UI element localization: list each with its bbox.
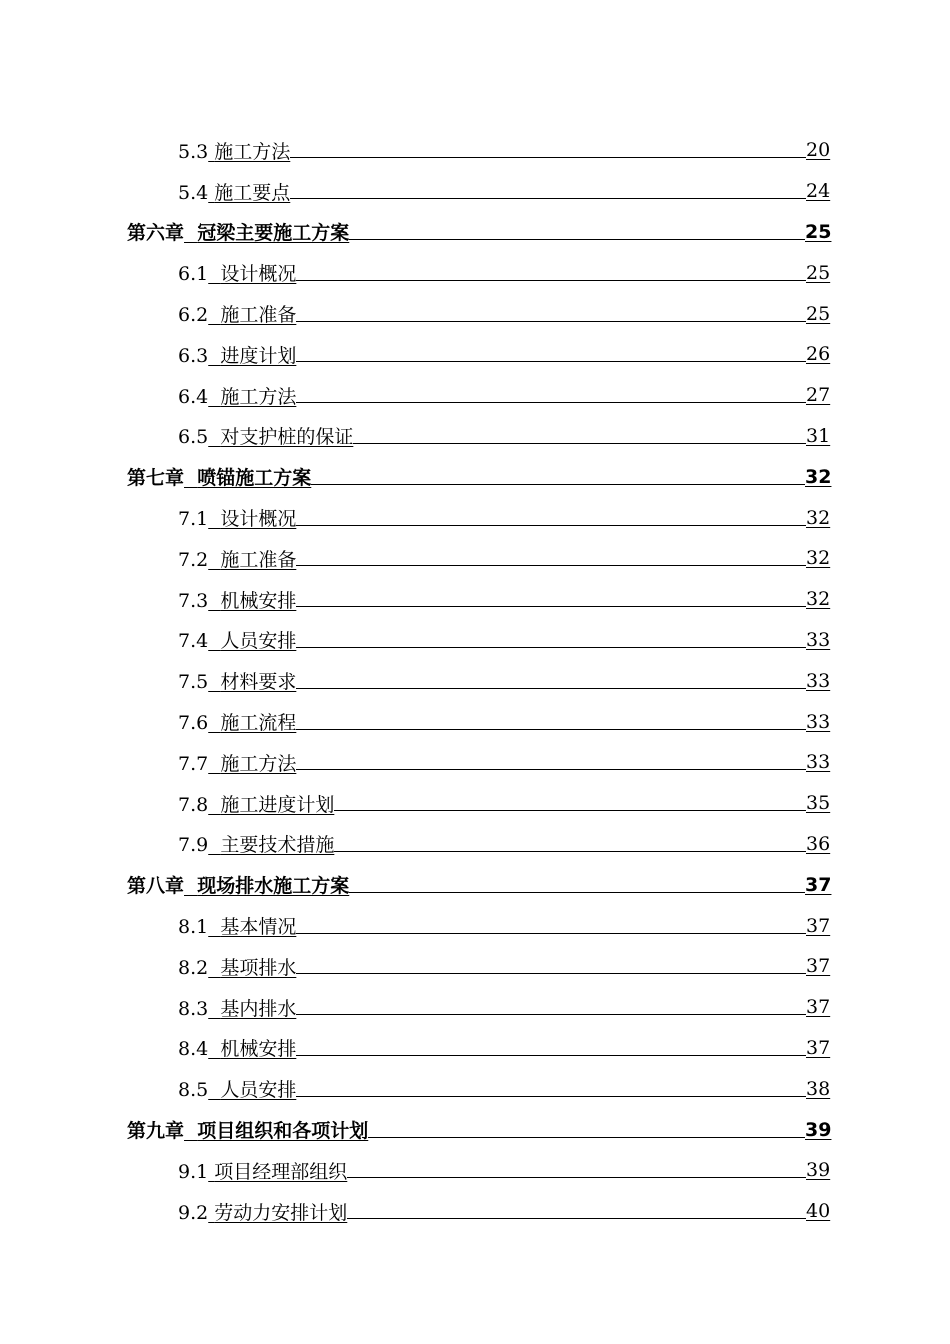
toc-section-link[interactable] bbox=[0, 1028, 831, 1069]
toc-dot-leader bbox=[334, 809, 806, 811]
toc-entry-title bbox=[178, 790, 334, 817]
toc-entry-separator bbox=[184, 467, 197, 489]
toc-section-link[interactable] bbox=[0, 1191, 831, 1232]
toc-entry-title bbox=[127, 1116, 368, 1143]
toc-entry-text: 施工准备 bbox=[220, 304, 297, 327]
toc-dot-leader bbox=[296, 279, 806, 281]
toc-page-number: 40 bbox=[806, 1200, 831, 1223]
toc-dot-leader bbox=[296, 605, 806, 607]
toc-section-link[interactable] bbox=[0, 620, 831, 661]
toc-entry-number: 7.3 bbox=[178, 589, 209, 612]
toc-entry-number: 9.2 bbox=[178, 1201, 209, 1224]
toc-entry-text: 设计概况 bbox=[220, 508, 297, 531]
toc-entry-title bbox=[178, 545, 296, 572]
toc-dot-leader bbox=[349, 891, 805, 893]
toc-page-number: 35 bbox=[806, 792, 831, 815]
toc-entry-number: 6.2 bbox=[178, 304, 209, 327]
toc-section-link[interactable] bbox=[0, 375, 831, 416]
toc-dot-leader bbox=[290, 156, 806, 158]
toc-entry-title bbox=[178, 586, 296, 613]
toc-dot-leader bbox=[296, 1054, 806, 1056]
toc-page-number: 24 bbox=[806, 180, 831, 203]
toc-page-number: 26 bbox=[806, 343, 831, 366]
toc-entry-separator bbox=[208, 794, 220, 816]
toc-page-number: 25 bbox=[805, 220, 832, 243]
toc-entry-title bbox=[178, 1075, 296, 1102]
toc-entry-separator bbox=[184, 1120, 197, 1142]
toc-entry-number: 9.1 bbox=[178, 1160, 209, 1183]
toc-dot-leader bbox=[296, 360, 806, 362]
toc-section-link[interactable] bbox=[0, 660, 831, 701]
toc-entry-text: 进度计划 bbox=[220, 344, 297, 367]
toc-entry-text: 项目经理部组织 bbox=[214, 1160, 348, 1183]
toc-section-link[interactable] bbox=[0, 905, 831, 946]
toc-entry-number: 7.7 bbox=[178, 752, 209, 775]
toc-entry-number: 5.4 bbox=[178, 181, 209, 204]
toc-page-number: 39 bbox=[806, 1159, 831, 1182]
toc-entry-title bbox=[178, 830, 334, 857]
toc-entry-separator bbox=[208, 1038, 220, 1060]
toc-dot-leader bbox=[334, 850, 806, 852]
toc-entry-text: 机械安排 bbox=[220, 589, 297, 612]
toc-entry-text: 设计概况 bbox=[220, 263, 297, 286]
toc-entry-text: 施工方法 bbox=[214, 140, 291, 163]
toc-dot-leader bbox=[296, 687, 806, 689]
toc-page-number: 37 bbox=[805, 873, 832, 896]
toc-entry-number: 6.4 bbox=[178, 385, 209, 408]
toc-entry-separator bbox=[208, 304, 220, 326]
toc-entry-number: 7.2 bbox=[178, 548, 209, 571]
toc-entry-title bbox=[178, 1034, 296, 1061]
table-of-contents bbox=[0, 130, 950, 1232]
toc-section-link[interactable] bbox=[0, 334, 831, 375]
toc-entry-number: 第七章 bbox=[127, 467, 185, 490]
toc-section-link[interactable] bbox=[0, 742, 831, 783]
toc-dot-leader bbox=[347, 1176, 806, 1178]
toc-page-number: 37 bbox=[806, 996, 831, 1019]
toc-chapter-link[interactable] bbox=[0, 212, 832, 253]
toc-entry-separator bbox=[208, 1079, 220, 1101]
toc-entry-separator bbox=[208, 263, 220, 285]
toc-entry-separator bbox=[208, 426, 220, 448]
toc-entry-title bbox=[178, 137, 290, 164]
toc-entry-text: 冠梁主要施工方案 bbox=[197, 222, 350, 245]
toc-dot-leader bbox=[296, 564, 806, 566]
toc-entry-title bbox=[178, 504, 296, 531]
toc-entry-text: 基项排水 bbox=[220, 956, 297, 979]
toc-entry-title bbox=[178, 749, 296, 776]
toc-section-link[interactable] bbox=[0, 783, 831, 824]
toc-entry-number: 第九章 bbox=[127, 1120, 185, 1143]
toc-entry-text: 基本情况 bbox=[220, 916, 297, 939]
toc-entry-separator bbox=[208, 590, 220, 612]
toc-entry-text: 劳动力安排计划 bbox=[214, 1201, 348, 1224]
toc-entry-separator bbox=[208, 957, 220, 979]
toc-entry-number: 7.8 bbox=[178, 793, 209, 816]
toc-entry-number: 8.5 bbox=[178, 1079, 209, 1102]
toc-page-number: 33 bbox=[806, 751, 831, 774]
toc-entry-separator bbox=[208, 834, 220, 856]
toc-dot-leader bbox=[296, 1095, 806, 1097]
toc-entry-title bbox=[178, 953, 296, 980]
toc-entry-title bbox=[178, 994, 296, 1021]
toc-entry-separator bbox=[208, 998, 220, 1020]
toc-entry-separator bbox=[208, 712, 220, 734]
toc-entry-separator bbox=[208, 386, 220, 408]
toc-entry-number: 第八章 bbox=[127, 875, 185, 898]
toc-page-number: 39 bbox=[805, 1118, 832, 1141]
toc-chapter-link[interactable] bbox=[0, 864, 832, 905]
toc-entry-text: 喷锚施工方案 bbox=[197, 467, 312, 490]
toc-chapter-link[interactable] bbox=[0, 456, 832, 497]
toc-page-number: 27 bbox=[806, 384, 831, 407]
toc-page-number: 38 bbox=[806, 1077, 831, 1100]
toc-entry-separator bbox=[208, 630, 220, 652]
toc-entry-title bbox=[178, 1157, 347, 1184]
toc-entry-title bbox=[178, 626, 296, 653]
toc-section-link[interactable] bbox=[0, 1068, 831, 1109]
toc-entry-number: 8.2 bbox=[178, 956, 209, 979]
toc-page-number: 32 bbox=[805, 465, 832, 488]
toc-dot-leader bbox=[296, 320, 806, 322]
toc-page-number: 25 bbox=[806, 302, 831, 325]
toc-page-number: 33 bbox=[806, 710, 831, 733]
toc-entry-separator bbox=[208, 345, 220, 367]
toc-entry-title bbox=[178, 259, 296, 286]
toc-page-number: 32 bbox=[806, 588, 831, 611]
toc-dot-leader bbox=[347, 1217, 806, 1219]
toc-entry-text: 施工要点 bbox=[214, 181, 291, 204]
toc-entry-number: 7.1 bbox=[178, 508, 209, 531]
toc-section-link[interactable] bbox=[0, 824, 831, 865]
toc-entry-separator bbox=[208, 753, 220, 775]
toc-entry-number: 7.6 bbox=[178, 712, 209, 735]
toc-entry-number: 8.3 bbox=[178, 997, 209, 1020]
toc-entry-separator bbox=[184, 875, 197, 897]
toc-page-number: 33 bbox=[806, 628, 831, 651]
toc-entry-text: 项目组织和各项计划 bbox=[197, 1120, 369, 1143]
toc-entry-number: 6.5 bbox=[178, 426, 209, 449]
toc-section-link[interactable] bbox=[0, 416, 831, 457]
toc-entry-title bbox=[178, 300, 296, 327]
toc-section-link[interactable] bbox=[0, 701, 831, 742]
toc-entry-number: 5.3 bbox=[178, 140, 209, 163]
toc-section-link[interactable] bbox=[0, 171, 831, 212]
toc-page-number: 37 bbox=[806, 955, 831, 978]
toc-entry-separator bbox=[184, 222, 197, 244]
toc-page-number: 20 bbox=[806, 139, 831, 162]
toc-dot-leader bbox=[296, 972, 806, 974]
toc-entry-text: 施工方法 bbox=[220, 385, 297, 408]
toc-dot-leader bbox=[296, 768, 806, 770]
toc-entry-title bbox=[178, 178, 290, 205]
toc-page-number: 31 bbox=[806, 424, 831, 447]
toc-entry-text: 人员安排 bbox=[220, 1079, 297, 1102]
toc-entry-separator bbox=[208, 549, 220, 571]
toc-entry-title bbox=[178, 667, 296, 694]
toc-section-link[interactable] bbox=[0, 538, 831, 579]
toc-entry-text: 施工准备 bbox=[220, 548, 297, 571]
toc-dot-leader bbox=[296, 524, 806, 526]
toc-entry-title bbox=[178, 912, 296, 939]
toc-entry-number: 7.9 bbox=[178, 834, 209, 857]
toc-entry-title bbox=[178, 708, 296, 735]
toc-dot-leader bbox=[296, 932, 806, 934]
toc-entry-title bbox=[178, 422, 353, 449]
toc-entry-title bbox=[178, 382, 296, 409]
toc-section-link[interactable] bbox=[0, 579, 831, 620]
toc-entry-number: 第六章 bbox=[127, 222, 185, 245]
toc-page-number: 25 bbox=[806, 261, 831, 284]
toc-entry-text: 对支护桩的保证 bbox=[220, 426, 354, 449]
toc-dot-leader bbox=[353, 442, 806, 444]
toc-entry-number: 8.4 bbox=[178, 1038, 209, 1061]
toc-page-number: 33 bbox=[806, 669, 831, 692]
toc-entry-text: 材料要求 bbox=[220, 671, 297, 694]
toc-dot-leader bbox=[349, 238, 805, 240]
toc-entry-separator bbox=[208, 508, 220, 530]
toc-entry-number: 6.3 bbox=[178, 344, 209, 367]
toc-entry-text: 施工进度计划 bbox=[220, 793, 335, 816]
toc-page-number: 32 bbox=[806, 547, 831, 570]
toc-entry-text: 现场排水施工方案 bbox=[197, 875, 350, 898]
toc-entry-text: 主要技术措施 bbox=[220, 834, 335, 857]
toc-section-link[interactable] bbox=[0, 1150, 831, 1191]
toc-entry-text: 基内排水 bbox=[220, 997, 297, 1020]
toc-section-link[interactable] bbox=[0, 252, 831, 293]
toc-entry-text: 机械安排 bbox=[220, 1038, 297, 1061]
toc-section-link[interactable] bbox=[0, 987, 831, 1028]
toc-dot-leader bbox=[296, 1013, 806, 1015]
toc-entry-separator bbox=[208, 916, 220, 938]
toc-entry-text: 施工方法 bbox=[220, 752, 297, 775]
toc-section-link[interactable] bbox=[0, 946, 831, 987]
toc-page-number: 36 bbox=[806, 832, 831, 855]
toc-dot-leader bbox=[290, 197, 806, 199]
toc-page-number: 37 bbox=[806, 1036, 831, 1059]
toc-entry-number: 8.1 bbox=[178, 916, 209, 939]
toc-dot-leader bbox=[368, 1136, 805, 1138]
toc-dot-leader bbox=[296, 728, 806, 730]
toc-chapter-link[interactable] bbox=[0, 1109, 832, 1150]
toc-entry-title bbox=[178, 341, 296, 368]
toc-section-link[interactable] bbox=[0, 293, 831, 334]
toc-entry-text: 施工流程 bbox=[220, 712, 297, 735]
toc-page-number: 32 bbox=[806, 506, 831, 529]
toc-entry-title bbox=[127, 871, 349, 898]
toc-dot-leader bbox=[296, 401, 806, 403]
toc-entry-number: 7.5 bbox=[178, 671, 209, 694]
toc-section-link[interactable] bbox=[0, 130, 831, 171]
toc-page-number: 37 bbox=[806, 914, 831, 937]
toc-entry-separator bbox=[208, 671, 220, 693]
toc-entry-number: 6.1 bbox=[178, 263, 209, 286]
toc-entry-number: 7.4 bbox=[178, 630, 209, 653]
toc-entry-title bbox=[127, 463, 311, 490]
toc-entry-title bbox=[127, 218, 349, 245]
toc-entry-title bbox=[178, 1198, 347, 1225]
toc-dot-leader bbox=[296, 646, 806, 648]
toc-section-link[interactable] bbox=[0, 497, 831, 538]
toc-entry-text: 人员安排 bbox=[220, 630, 297, 653]
toc-dot-leader bbox=[311, 483, 805, 485]
